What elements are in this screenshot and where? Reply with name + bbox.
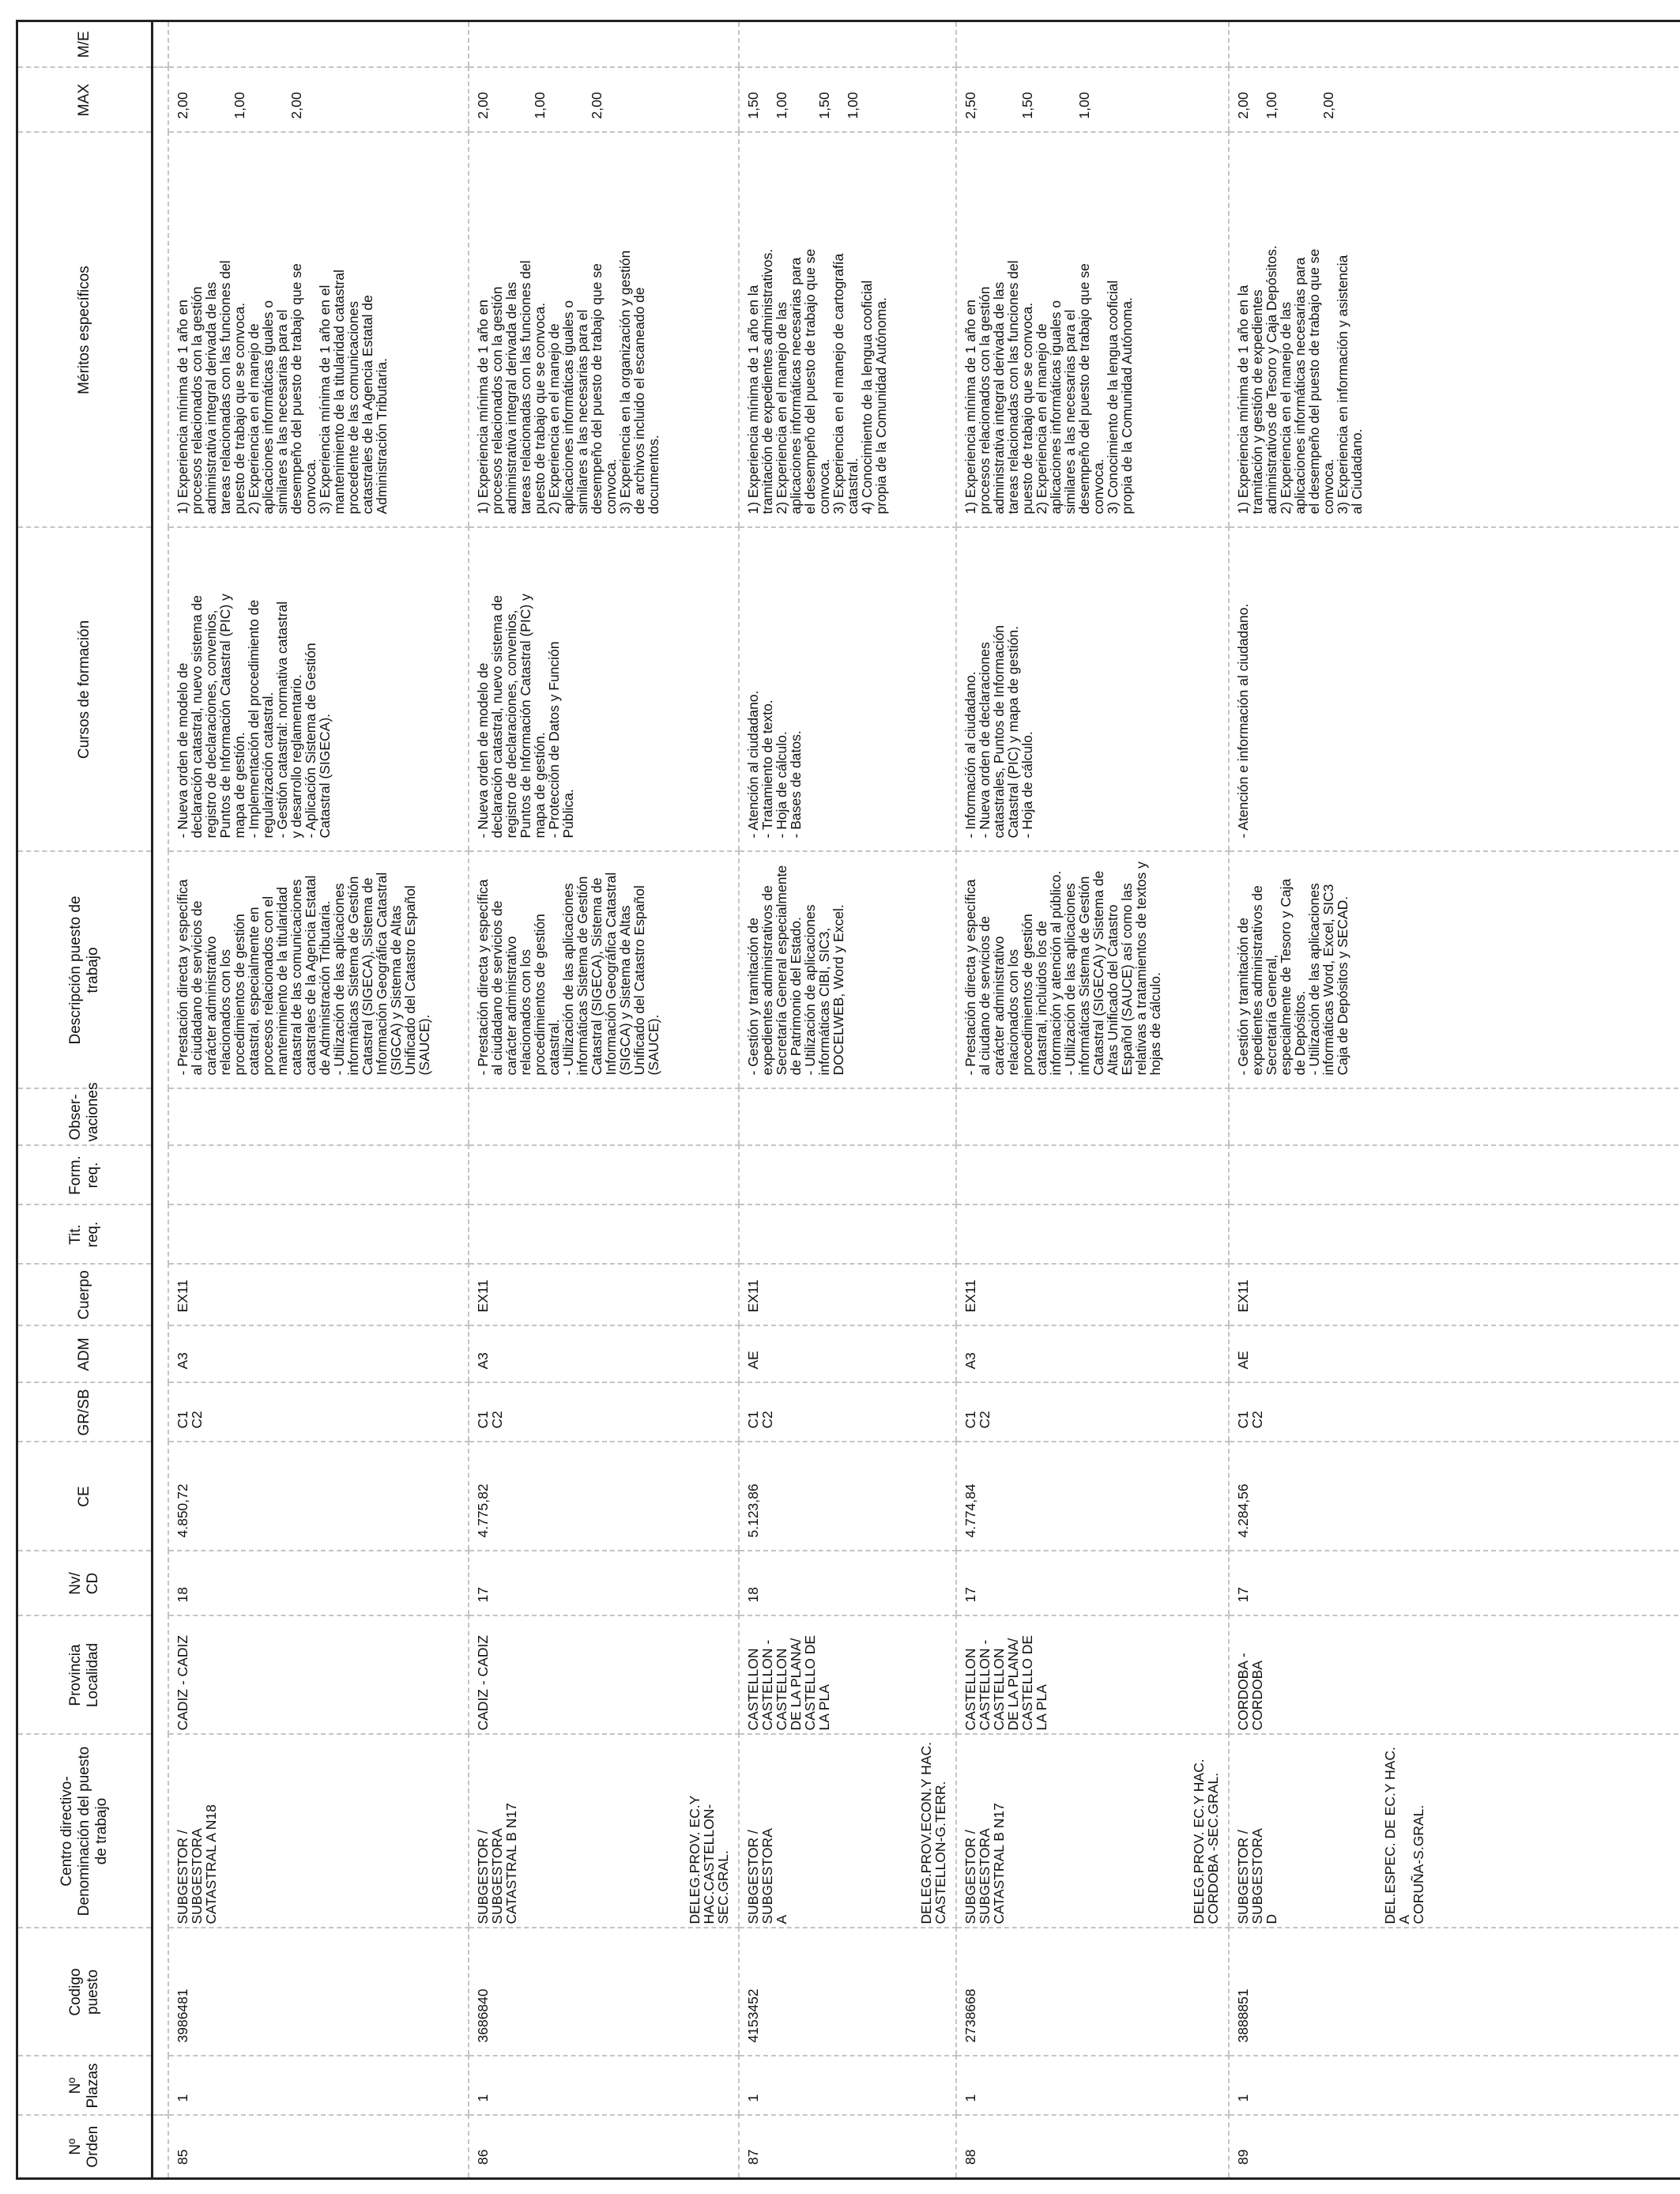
cell-codigo: 2738668 — [956, 1928, 1229, 2056]
cell-cuerpo: EX11 — [1229, 1265, 1680, 1326]
header-tit: Tit. req. — [17, 1205, 153, 1265]
cell-ce: 4.774,84 — [956, 1442, 1229, 1551]
cell-centro — [1229, 1735, 1680, 1928]
header-nivel: Nv/ CD — [17, 1551, 153, 1616]
cell-cursos: - Nueva orden de modelo de declaración catastral, nuevo sistema de registro de declaraciones, convenios, Puntos de Información Catastral (PIC) y mapa de gestión. - Protección de Datos y Función Pública. — [469, 528, 739, 852]
cell-centro — [168, 1735, 469, 1928]
cell-meritos: 1) Experiencia mínima de 1 año en procesos relacionados con la gestión administrativa integral derivada de las tareas relacionadas con las funciones del puesto de trabajo que se convoca. 2) Experiencia en el manejo de aplicaciones informáticas iguales o similares a las necesarias para el desempeño del puesto de trabajo que se convoca. 3) Conocimiento de la lengua cooficial propia de la Comunidad Autónoma. — [956, 133, 1229, 528]
cell-ce: 4.850,72 — [168, 1442, 469, 1551]
next-delegation-note: DEL.ESPEC. DE EC.Y HAC. A CORUÑA-S.GRAL. — [1382, 1747, 1426, 1924]
cell-plazas: 1 — [168, 2056, 469, 2116]
header-row — [17, 21, 153, 2179]
header-me: M/E — [17, 21, 153, 68]
cell-obs — [739, 1089, 956, 1146]
spacer-cell — [153, 68, 169, 2116]
cell-tit — [469, 1205, 739, 1265]
table-row — [1229, 21, 1680, 2179]
cell-meritos: 1) Experiencia mínima de 1 año en la tramitación y gestión de expedientes administrativos de Tesoro y Caja Depósitos. 2) Experiencia en el manejo de las aplicaciones informáticas necesarias para el desempeño del puesto de trabajo que se convoca. 3) Experiencia en información y asistencia al Ciudadano. — [1229, 133, 1680, 528]
cell-centro — [956, 1735, 1229, 1928]
header-adm: ADM — [17, 1326, 153, 1383]
cell-max: 2,00 1,00 2,00 — [1229, 68, 1680, 133]
cell-provincia: CASTELLON CASTELLON - CASTELLON DE LA PLANA/ CASTELLO DE LA PLA — [956, 1616, 1229, 1735]
centro-text: SUBGESTOR / SUBGESTORA CATASTRAL B N17 — [962, 1803, 1007, 1924]
cell-form — [956, 1146, 1229, 1205]
cell-provincia: CASTELLON CASTELLON - CASTELLON DE LA PLANA/ CASTELLO DE LA PLA — [739, 1616, 956, 1735]
header-orden: Nº Orden — [17, 2116, 153, 2179]
cell-nivel: 17 — [469, 1551, 739, 1616]
cell-nivel: 18 — [739, 1551, 956, 1616]
header-meritos: Méritos específicos — [17, 133, 153, 528]
centro-text: SUBGESTOR / SUBGESTORA CATASTRAL B N17 — [475, 1803, 519, 1924]
cell-me — [168, 21, 469, 68]
cell-grsb: C1 C2 — [168, 1383, 469, 1442]
cell-obs — [956, 1089, 1229, 1146]
cell-grsb: C1 C2 — [739, 1383, 956, 1442]
job-positions-table — [16, 20, 1680, 2180]
header-cursos: Cursos de formación — [17, 528, 153, 852]
cell-codigo: 3986481 — [168, 1928, 469, 2056]
cell-form — [168, 1146, 469, 1205]
cell-descripcion: - Prestación directa y específica al ciudano de servicios de carácter administrativo relacionados con los procedimientos de gestión catastral, incluidos los de información y atención al público. - Utilización de las aplicaciones informáticas Sistema de Gestión Catastral (SIGECA) y Sistema de Altas Unificado del Catastro Español (SAUCE) así como las relativas a tratamientos de textos y hojas de cálculo. — [956, 852, 1229, 1089]
header-descripcion: Descripción puesto de trabajo — [17, 852, 153, 1089]
cell-tit — [739, 1205, 956, 1265]
cell-orden: 89 — [1229, 2116, 1680, 2179]
cell-obs — [469, 1089, 739, 1146]
header-codigo: Codigo puesto — [17, 1928, 153, 2056]
cell-adm: AE — [739, 1326, 956, 1383]
cell-codigo: 3686840 — [469, 1928, 739, 2056]
cell-form — [469, 1146, 739, 1205]
header-plazas: Nº Plazas — [17, 2056, 153, 2116]
cell-orden: 88 — [956, 2116, 1229, 2179]
cell-ce: 4.775,82 — [469, 1442, 739, 1551]
cell-cursos: - Información al ciudadano. - Nueva orden de declaraciones catastrales, Puntos de Información Catastral (PIC) y mapa de gestión. - Hoja de cálculo. — [956, 528, 1229, 852]
next-delegation-note: DELEG.PROV. EC.Y HAC. CORDOBA -SEC.GRAL. — [1191, 1759, 1221, 1924]
cell-cuerpo: EX11 — [469, 1265, 739, 1326]
cell-max: 1,50 1,00 1,50 1,00 — [739, 68, 956, 133]
next-delegation-note: DELEG.PROV.ECON.Y HAC. CASTELLON-G.TERR. — [918, 1742, 948, 1924]
cell-cursos: - Atención e información al ciudadano. — [1229, 528, 1680, 852]
centro-text: SUBGESTOR / SUBGESTORA D — [1235, 1828, 1279, 1924]
cell-centro — [739, 1735, 956, 1928]
cell-orden: 85 — [168, 2116, 469, 2179]
header-form: Form. req. — [17, 1146, 153, 1205]
cell-max: 2,00 1,00 2,00 — [469, 68, 739, 133]
cell-cuerpo: EX11 — [956, 1265, 1229, 1326]
cell-form — [1229, 1146, 1680, 1205]
cell-ce: 5.123,86 — [739, 1442, 956, 1551]
cell-descripcion: - Gestión y tramitación de expedientes administrativos de Secretaría General especialmente de Patrimonio del Estado. - Utilización de aplicaciones informáticas CIBI, SIC3, DOCELWEB, Word y Excel. — [739, 852, 956, 1089]
table-row — [153, 21, 169, 2179]
table-row — [469, 21, 739, 2179]
cell-plazas: 1 — [469, 2056, 739, 2116]
header-provincia: Provincia Localidad — [17, 1616, 153, 1735]
cell-descripcion: - Prestación directa y específica al ciudadano de servicios de carácter administrativo relacionados con los procedimientos de gestión catastral, especialmente en procesos relacionados con el mantenimiento de la titularidad catastral de las comunicaciones catastrales de la Agencia Estatal de Administración Tributaria. - Utilización de las aplicaciones informáticas Sistema de Gestión Catastral (SIGECA), Sistema de Información Geográfica Catastral (SIGCA) y Sistema de Altas Unificado del Catastro Español (SAUCE). — [168, 852, 469, 1089]
cell-provincia: CADIZ - CADIZ — [469, 1616, 739, 1735]
spacer-cell — [153, 2116, 169, 2179]
cell-plazas: 1 — [956, 2056, 1229, 2116]
cell-descripcion: - Prestación directa y específica al ciudadano de servicios de carácter administrativo relacionados con los procedimientos de gestión catastral. - Utilización de las aplicaciones informáticas Sistema de Gestión Catastral (SIGECA), Sistema de Información Geográfica Catastral (SIGCA) y Sistema de Altas Unificado del Catastro Español (SAUCE). — [469, 852, 739, 1089]
cell-plazas: 1 — [739, 2056, 956, 2116]
cell-grsb: C1 C2 — [469, 1383, 739, 1442]
cell-adm: A3 — [469, 1326, 739, 1383]
cell-me — [956, 21, 1229, 68]
table-row — [168, 21, 469, 2179]
header-max: MAX — [17, 68, 153, 133]
cell-adm: A3 — [956, 1326, 1229, 1383]
header-cuerpo: Cuerpo — [17, 1265, 153, 1326]
cell-tit — [1229, 1205, 1680, 1265]
cell-orden: 87 — [739, 2116, 956, 2179]
centro-text: SUBGESTOR / SUBGESTORA CATASTRAL A N18 — [175, 1804, 219, 1924]
cell-provincia: CORDOBA - CORDOBA — [1229, 1616, 1680, 1735]
cell-max: 2,00 1,00 2,00 — [168, 68, 469, 133]
cell-me — [739, 21, 956, 68]
cell-cursos: - Nueva orden de modelo de declaración catastral, nuevo sistema de registro de declaraciones, convenios, Puntos de Información Catastral (PIC) y mapa de gestión. - Implementación del procedimiento de regularización catastral. - Gestión catastral: normativa catastral y desarrollo reglamentario. - Aplicación Sistema de Gestión Catastral (SIGECA). — [168, 528, 469, 852]
cell-me — [469, 21, 739, 68]
cell-adm: AE — [1229, 1326, 1680, 1383]
header-grsb: GR/SB — [17, 1383, 153, 1442]
cell-ce: 4.284,56 — [1229, 1442, 1680, 1551]
cell-obs — [1229, 1089, 1680, 1146]
cell-adm: A3 — [168, 1326, 469, 1383]
cell-meritos: 1) Experiencia mínima de 1 año en procesos relacionados con la gestión administrativa integral derivada de las tareas relacionadas con las funciones del puesto de trabajo que se convoca. 2) Experiencia en el manejo de aplicaciones informáticas iguales o similares a las necesarias para el desempeño del puesto de trabajo que se convoca. 3) Experiencia mínima de 1 año en el mantenimiento de la titularidad catastral procedente de las comunicaciones catastrales de la Agencia Estatal de Administración Tributaria. — [168, 133, 469, 528]
cell-tit — [956, 1205, 1229, 1265]
cell-form — [739, 1146, 956, 1205]
cell-cursos: - Atención al ciudadano. - Tratamiento de texto. - Hoja de cálculo. - Bases de datos. — [739, 528, 956, 852]
header-obs: Obser- vaciones — [17, 1089, 153, 1146]
spacer-cell — [153, 21, 169, 68]
cell-codigo: 4153452 — [739, 1928, 956, 2056]
cell-codigo: 3888851 — [1229, 1928, 1680, 2056]
header-centro: Centro directivo- Denominación del puesto de trabajo — [17, 1735, 153, 1928]
cell-nivel: 17 — [956, 1551, 1229, 1616]
centro-text: SUBGESTOR / SUBGESTORA A — [745, 1828, 789, 1924]
table-row — [739, 21, 956, 2179]
cell-tit — [168, 1205, 469, 1265]
cell-grsb: C1 C2 — [956, 1383, 1229, 1442]
cell-provincia: CADIZ - CADIZ — [168, 1616, 469, 1735]
cell-orden: 86 — [469, 2116, 739, 2179]
cell-me — [1229, 21, 1680, 68]
cell-obs — [168, 1089, 469, 1146]
cell-meritos: 1) Experiencia mínima de 1 año en procesos relacionados con la gestión administrativa integral derivada de las tareas relacionadas con las funciones del puesto de trabajo que se convoca. 2) Experiencia en el manejo de aplicaciones informáticas iguales o similares a las necesarias para el desempeño del puesto de trabajo que se convoca. 3) Experiencia en la organización y gestión de archivos incluido el escaneado de documentos. — [469, 133, 739, 528]
cell-nivel: 18 — [168, 1551, 469, 1616]
cell-meritos: 1) Experiencia mínima de 1 año en la tramitación de expedientes administrativos. 2) Experiencia en el manejo de las aplicaciones informáticas necesarias para el desempeño del puesto de trabajo que se convoca. 3) Experiencia en el manejo de cartografía catastral. 4) Conocimiento de la lengua cooficial propia de la Comunidad Autónoma. — [739, 133, 956, 528]
next-delegation-note: DELEG.PROV. EC.Y HAC.CASTELLON-SEC.GRAL. — [687, 1795, 731, 1924]
cell-descripcion: - Gestión y tramitación de expedientes administrativos de Secretaría General, especialmente de Tesoro y Caja de Depósitos. - Utilización de las aplicaciones informáticas Word, Excel, SIC3 Caja de Depósitos y SECAD. — [1229, 852, 1680, 1089]
cell-max: 2,50 1,50 1,00 — [956, 68, 1229, 133]
cell-plazas: 1 — [1229, 2056, 1680, 2116]
table-row — [956, 21, 1229, 2179]
cell-cuerpo: EX11 — [168, 1265, 469, 1326]
header-ce: CE — [17, 1442, 153, 1551]
cell-grsb: C1 C2 — [1229, 1383, 1680, 1442]
cell-cuerpo: EX11 — [739, 1265, 956, 1326]
cell-nivel: 17 — [1229, 1551, 1680, 1616]
cell-centro — [469, 1735, 739, 1928]
